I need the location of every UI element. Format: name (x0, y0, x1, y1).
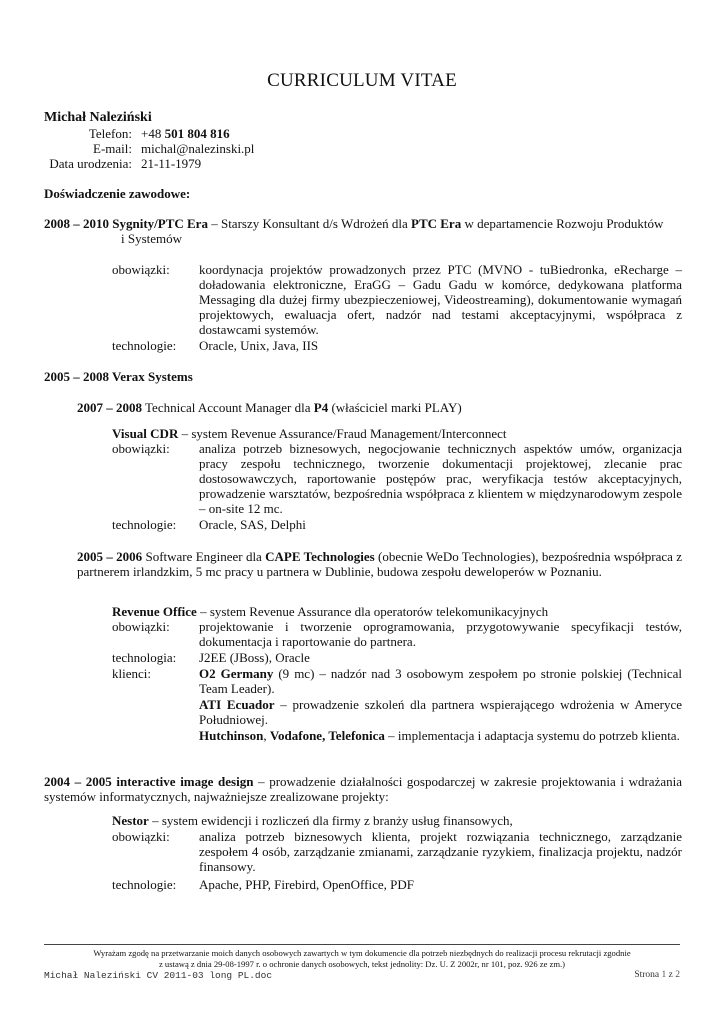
job2-sub1-project-name: Visual CDR (112, 426, 179, 441)
client2-desc: – prowadzenie szkoleń dla partnera wspierającego wdrożenia w Ameryce Południowej. (199, 697, 682, 727)
job1-duties-label: obowiązki: (112, 262, 170, 277)
job2-sub1-desc-b: (właściciel marki PLAY) (328, 400, 462, 415)
job2-sub2-tech-label: technologia: (112, 650, 177, 665)
job1-client: PTC Era (411, 216, 462, 231)
email-label: E-mail: (93, 141, 132, 156)
job2-sub1-duties: analiza potrzeb biznesowych, negocjowanie technicznych aspektów umów, organizacja pracy zespołu technicznego, tworzenie dokumentacji projektowej, zlecanie prac dostosowawczych, raportowanie postępów prac, weryfikacja testów akceptacyjnych, prowadzenie warsztatów, bezpośrednia współpraca z klientem w międzynarodowym zespole – on-site 12 mc. (199, 441, 682, 516)
job2-sub1-client: P4 (313, 400, 329, 415)
footer-divider (44, 944, 680, 945)
page-of: z (666, 970, 676, 980)
job2-sub1-tech-label: technologie: (112, 517, 177, 532)
job3-duties-label: obowiązki: (112, 829, 170, 844)
job1-desc-b: w departamencie Rozwoju Produktów (461, 216, 664, 231)
phone-value (141, 126, 230, 142)
client3-desc: – implementacja i adaptacja systemu do potrzeb klienta. (384, 728, 680, 743)
job3-tech: Apache, PHP, Firebird, OpenOffice, PDF (199, 877, 414, 892)
job2-sub2-duties: projektowanie i tworzenie oprogramowania, przygotowywanie specyfikacji testów, dokumentacja i raportowanie do partnera. (199, 619, 682, 649)
job2-sub2-tech: J2EE (JBoss), Oracle (199, 650, 310, 665)
job2-sub2-project-name: Revenue Office (112, 604, 197, 619)
job2-sub2-duties-label: obowiązki: (112, 619, 170, 634)
job3-header (44, 774, 682, 804)
job2-sub2-desc-a: Software Engineer dla (142, 549, 266, 564)
dob-label: Data urodzenia: (49, 156, 132, 171)
job2-sub1-tech: Oracle, SAS, Delphi (199, 517, 306, 532)
job2-sub2-desc-b: (obecnie WeDo Technologies), bezpośrednia współpraca z partnerem irlandzkim, 5 mc pracy u partnera w Dublinie, budowa zespołu deweloperów w Poznaniu. (77, 549, 683, 579)
document-title: CURRICULUM VITAE (267, 70, 457, 91)
page-label: Strona (634, 970, 662, 980)
client3-sep: , (263, 728, 270, 743)
phone-label: Telefon: (88, 126, 132, 141)
job2-sub2-clients-label: klienci: (112, 666, 151, 681)
job2-sub1-header (77, 400, 682, 415)
job2-sub2-project (112, 604, 682, 619)
job2-sub2-years: 2005 – 2006 (77, 549, 143, 564)
client2-name: ATI Ecuador (199, 697, 275, 712)
job1-years: 2008 – 2010 Sygnity/PTC Era (44, 216, 208, 231)
job1-header (44, 216, 684, 231)
job3-years: 2004 – 2005 interactive image design (44, 774, 254, 789)
job2-sub2-client2 (199, 697, 682, 727)
page-total: 2 (675, 970, 680, 980)
job2-sub1-duties-label: obowiązki: (112, 441, 170, 456)
consent-line-1: Wyrażam zgodę na przetwarzanie moich danych osobowych zawartych w tym dokumencie dla potrzeb niezbędnych do realizacji procesu rekrutacji zgodnie (93, 948, 631, 958)
footer-filename: Michał Naleziński CV 2011-03 long PL.doc (44, 970, 273, 981)
consent-line-2: z ustawą z dnia 29-08-1997 r. o ochronie danych osobowych, tekst jednolity: Dz. U. Z 2002r, nr 101, poz. 926 ze zm.) (158, 959, 566, 969)
client3-name-b: Vodafone, Telefonica (269, 728, 385, 743)
job3-tech-label: technologie: (112, 877, 177, 892)
job2-sub2-project-desc: – system Revenue Assurance dla operatorów telekomunikacyjnych (196, 604, 549, 619)
job3-desc: – prowadzenie działalności gospodarczej w zakresie projektowania i wdrażania systemów informatycznych, najważniejsze zrealizowane projekty: (44, 774, 682, 804)
job3-duties: analiza potrzeb biznesowych klienta, projekt rozwiązania technicznego, zarządzanie zespołem 4 osób, zarządzanie zmianami, zarządzanie ryzykiem, finalizacja projektu, nadzór finansowy. (199, 829, 682, 874)
job3-project-desc: – system ewidencji i rozliczeń dla firmy z branży usług finansowych, (148, 813, 513, 828)
job1-tech-label: technologie: (112, 338, 177, 353)
job2-sub2-client: CAPE Technologies (265, 549, 375, 564)
page-current: 1 (661, 970, 667, 980)
client1-name: O2 Germany (199, 666, 274, 681)
email-value: michal@nalezinski.pl (141, 141, 255, 156)
job2-sub1-project-desc: – system Revenue Assurance/Fraud Management/Interconnect (178, 426, 507, 441)
job2-sub1-desc-a: Technical Account Manager dla (142, 400, 314, 415)
job3-project (112, 813, 682, 828)
dob-value: 21-11-1979 (141, 156, 202, 171)
job2-sub1-project (112, 426, 682, 441)
job1-tech: Oracle, Unix, Java, IIS (199, 338, 319, 353)
job2-sub1-years: 2007 – 2008 (77, 400, 142, 415)
client3-name-a: Hutchinson (199, 728, 264, 743)
job2-sub2-client3 (199, 728, 682, 743)
job2-sub2-client1 (199, 666, 682, 696)
job2-heading: 2005 – 2008 Verax Systems (44, 369, 193, 384)
job2-sub2-header (77, 549, 682, 579)
client1-desc: (9 mc) – nadzór nad 3 osobowym zespołem po stronie polskiej (Technical Team Leader). (199, 666, 683, 696)
job1-desc-c: i Systemów (121, 231, 183, 246)
job1-desc-a: – Starszy Konsultant d/s Wdrożeń dla (207, 216, 411, 231)
phone-prefix: +48 (141, 126, 165, 141)
phone-number: 501 804 816 (164, 126, 230, 141)
job3-project-name: Nestor (112, 813, 149, 828)
experience-heading: Doświadczenie zawodowe: (44, 186, 191, 201)
job1-duties: koordynacja projektów prowadzonych przez PTC (MVNO - tuBiedronka, eRecharge – doładowania elektroniczne, EraGG – Gadu Gadu w komórce, dedykowana platforma Messaging dla dużej firmy ubezpieczeniowej, Videostreaming), dokumentowanie wymagań projektowych, ewaluacja ofert, nadzór nad testami akceptacyjnymi, współpraca z dostawcami systemów. (199, 262, 682, 337)
footer-page-number (634, 970, 680, 980)
candidate-name: Michał Naleziński (44, 110, 152, 125)
